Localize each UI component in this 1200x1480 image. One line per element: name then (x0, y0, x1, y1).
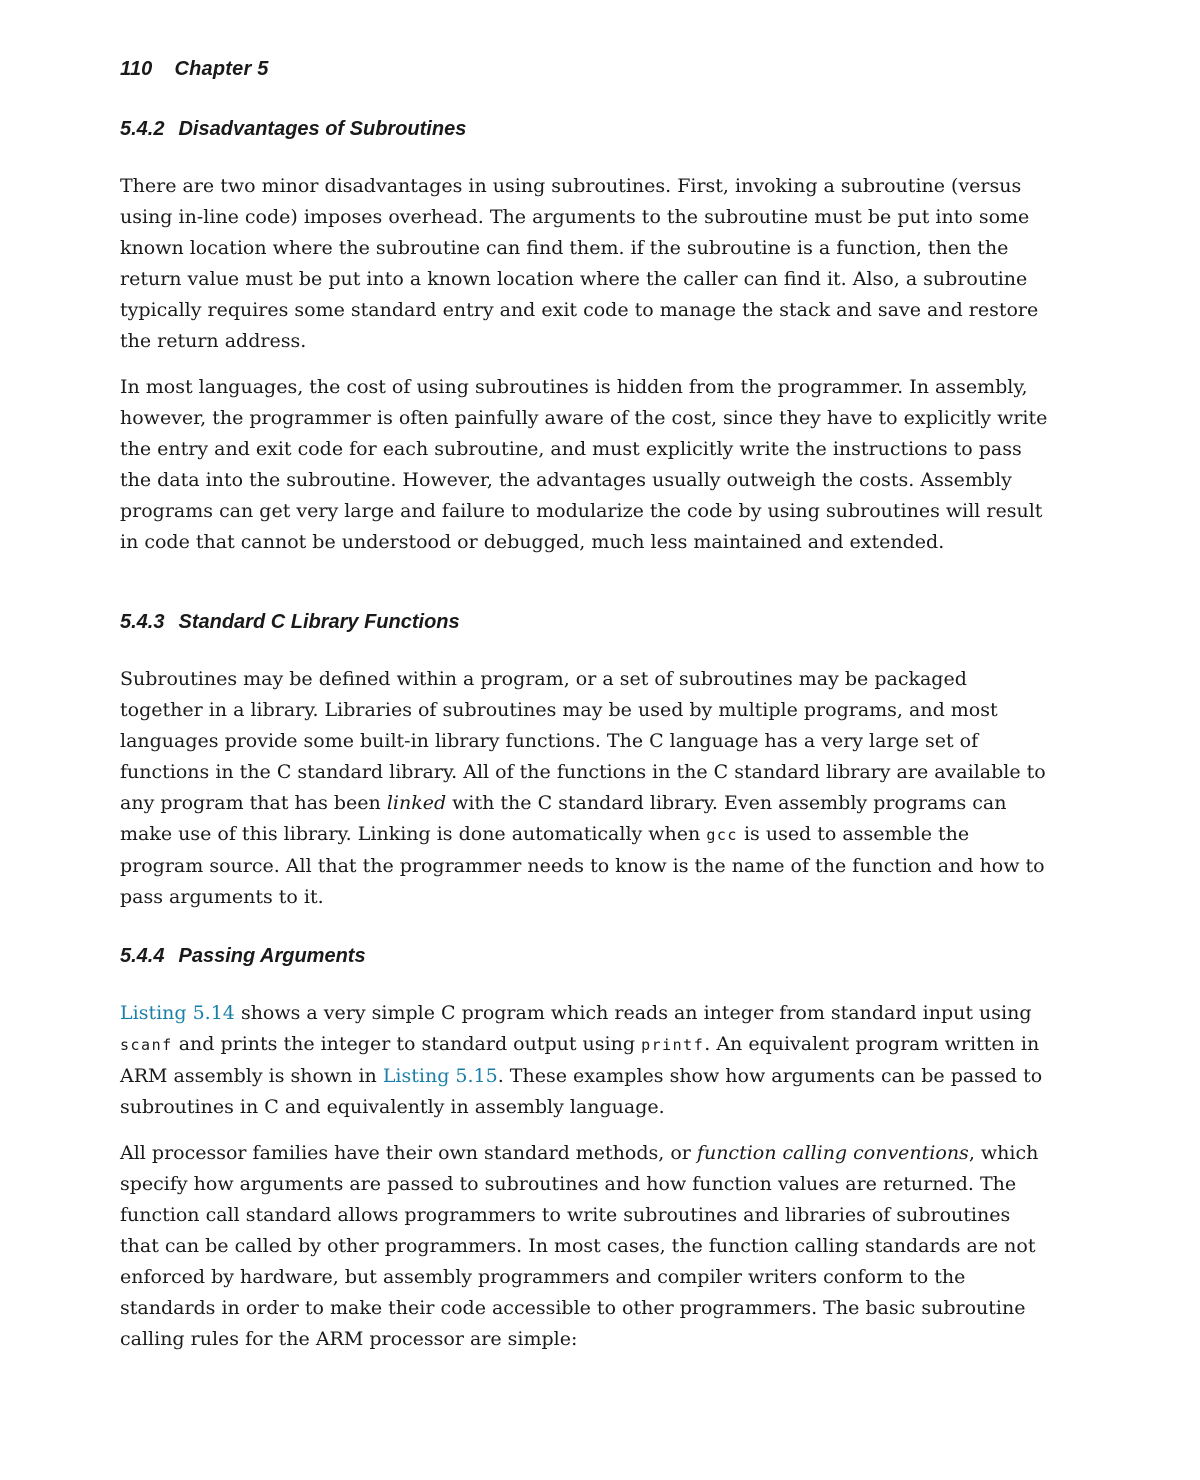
section-heading-5-4-4 (120, 945, 366, 968)
emphasis-function-calling-conventions: function calling conventions (696, 1142, 969, 1164)
chapter-title: Chapter 5 (174, 58, 269, 80)
emphasis-linked: linked (386, 792, 447, 814)
code-printf: printf (641, 1036, 705, 1054)
paragraph-c-library: Subroutines may be defined within a program, or a set of subroutines may be packaged together in a library. Libraries of subroutines may be used by multiple programs, and most languages provide some built-in library functions. The C language has a very large set of functions in the C standard library. All of the functions in the C standard library are available to any program that has been linked with the C standard library. Even assembly programs can make use of this library. Linking is done automatically when gcc is used to assemble the program source. All that the programmer needs to know is the name of the function and how to pass arguments to it. (120, 668, 1046, 908)
running-head (120, 58, 269, 81)
section-heading-5-4-2 (120, 118, 466, 141)
listing-5-14-link[interactable]: Listing 5.14 (120, 1002, 235, 1024)
page-number: 110 (120, 58, 153, 80)
section-number: 5.4.2 (120, 118, 165, 140)
paragraph-passing-arguments-1: Listing 5.14 shows a very simple C program which reads an integer from standard input using scanf and prints the integer to standard output using printf. An equivalent program written in ARM assembly is shown in Listing 5.15. These examples show how arguments can be passed to subroutines in C and equivalently in assembly language. (120, 1002, 1043, 1118)
listing-5-15-link[interactable]: Listing 5.15 (382, 1065, 498, 1087)
paragraph-disadvantages-2: In most languages, the cost of using subroutines is hidden from the programmer. In assembly, however, the programmer is often painfully aware of the cost, since they have to explicitly write the entry and exit code for each subroutine, and must explicitly write the instructions to pass the data into the subroutine. However, the advantages usually outweigh the costs. Assembly programs can get very large and failure to modularize the code by using subroutines will result in code that cannot be understood or debugged, much less maintained and extended. (120, 376, 1048, 553)
paragraph-passing-arguments-2: All processor families have their own standard methods, or function calling conventions, which specify how arguments are passed to subroutines and how function values are returned. The function call standard allows programmers to write subroutines and libraries of subroutines that can be called by other programmers. In most cases, the function calling standards are not enforced by hardware, but assembly programmers and compiler writers conform to the standards in order to make their code accessible to other programmers. The basic subroutine calling rules for the ARM processor are simple: (120, 1142, 1039, 1350)
section-title: Disadvantages of Subroutines (178, 118, 467, 140)
code-scanf: scanf (120, 1036, 173, 1054)
section-number: 5.4.3 (120, 611, 165, 633)
section-title: Passing Arguments (178, 945, 366, 967)
paragraph-disadvantages-1: There are two minor disadvantages in using subroutines. First, invoking a subroutine (versus using in-line code) imposes overhead. The arguments to the subroutine must be put into some known location where the subroutine can find them. if the subroutine is a function, then the return value must be put into a known location where the caller can find it. Also, a subroutine typically requires some standard entry and exit code to manage the stack and save and restore the return address. (120, 175, 1039, 352)
section-title: Standard C Library Functions (178, 611, 460, 633)
section-number: 5.4.4 (120, 945, 165, 967)
section-heading-5-4-3 (120, 611, 460, 634)
code-gcc: gcc (706, 826, 738, 844)
